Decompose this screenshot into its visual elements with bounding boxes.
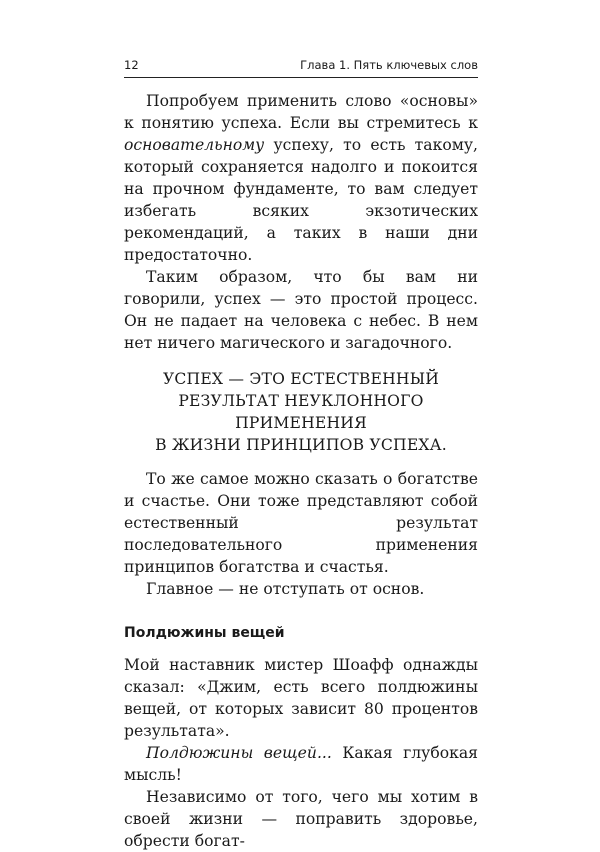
- body-text: [124, 90, 478, 852]
- callout-quote: [124, 368, 478, 456]
- callout-line: В ЖИЗНИ ПРИНЦИПОВ УСПЕХА.: [155, 436, 447, 454]
- text-segment: успеху, то есть такому, который сохраняется надолго и покоится на прочном фундаменте, то вам следует избегать всяких экзотических рекомендаций, а таких в наши дни предостаточно.: [124, 136, 478, 264]
- paragraph: [124, 468, 478, 578]
- paragraphs-bottom: [124, 654, 478, 852]
- text-segment: То же самое можно сказать о богатстве и счастье. Они тоже представляют собой естественный результат последовательного применения принципов богатства и счастья.: [124, 470, 478, 576]
- section-title: Полдюжины вещей: [124, 625, 285, 641]
- paragraph: [124, 90, 478, 266]
- paragraph: [124, 786, 478, 852]
- paragraph: [124, 742, 478, 786]
- italic-text: основательному: [124, 136, 265, 154]
- book-page: [124, 58, 478, 852]
- running-title: Глава 1. Пять ключевых слов: [300, 58, 478, 72]
- italic-text: Полдюжины вещей...: [146, 744, 332, 762]
- paragraph: [124, 578, 478, 600]
- paragraphs-middle: [124, 468, 478, 600]
- paragraph: [124, 266, 478, 354]
- text-segment: Попробуем применить слово «основы» к понятию успеха. Если вы стремитесь к: [124, 92, 478, 132]
- paragraph: [124, 654, 478, 742]
- text-segment: Независимо от того, чего мы хотим в своей жизни — поправить здоровье, обрести богат-: [124, 788, 478, 850]
- text-segment: Главное — не отступать от основ.: [146, 580, 425, 598]
- callout-line: УСПЕХ — ЭТО ЕСТЕСТВЕННЫЙ: [162, 370, 440, 388]
- callout-line: РЕЗУЛЬТАТ НЕУКЛОННОГО ПРИМЕНЕНИЯ: [178, 392, 424, 432]
- running-header: [124, 58, 478, 78]
- text-segment: Таким образом, что бы вам ни говорили, успех — это простой процесс. Он не падает на человека с небес. В нем нет ничего магического и загадочного.: [124, 268, 478, 352]
- page-number: 12: [124, 58, 139, 72]
- paragraphs-top: [124, 90, 478, 354]
- text-segment: Какая глубокая мысль!: [124, 744, 478, 784]
- text-segment: Мой наставник мистер Шоафф однажды сказал: «Джим, есть всего полдюжины вещей, от которых зависит 80 процентов результата».: [124, 656, 478, 740]
